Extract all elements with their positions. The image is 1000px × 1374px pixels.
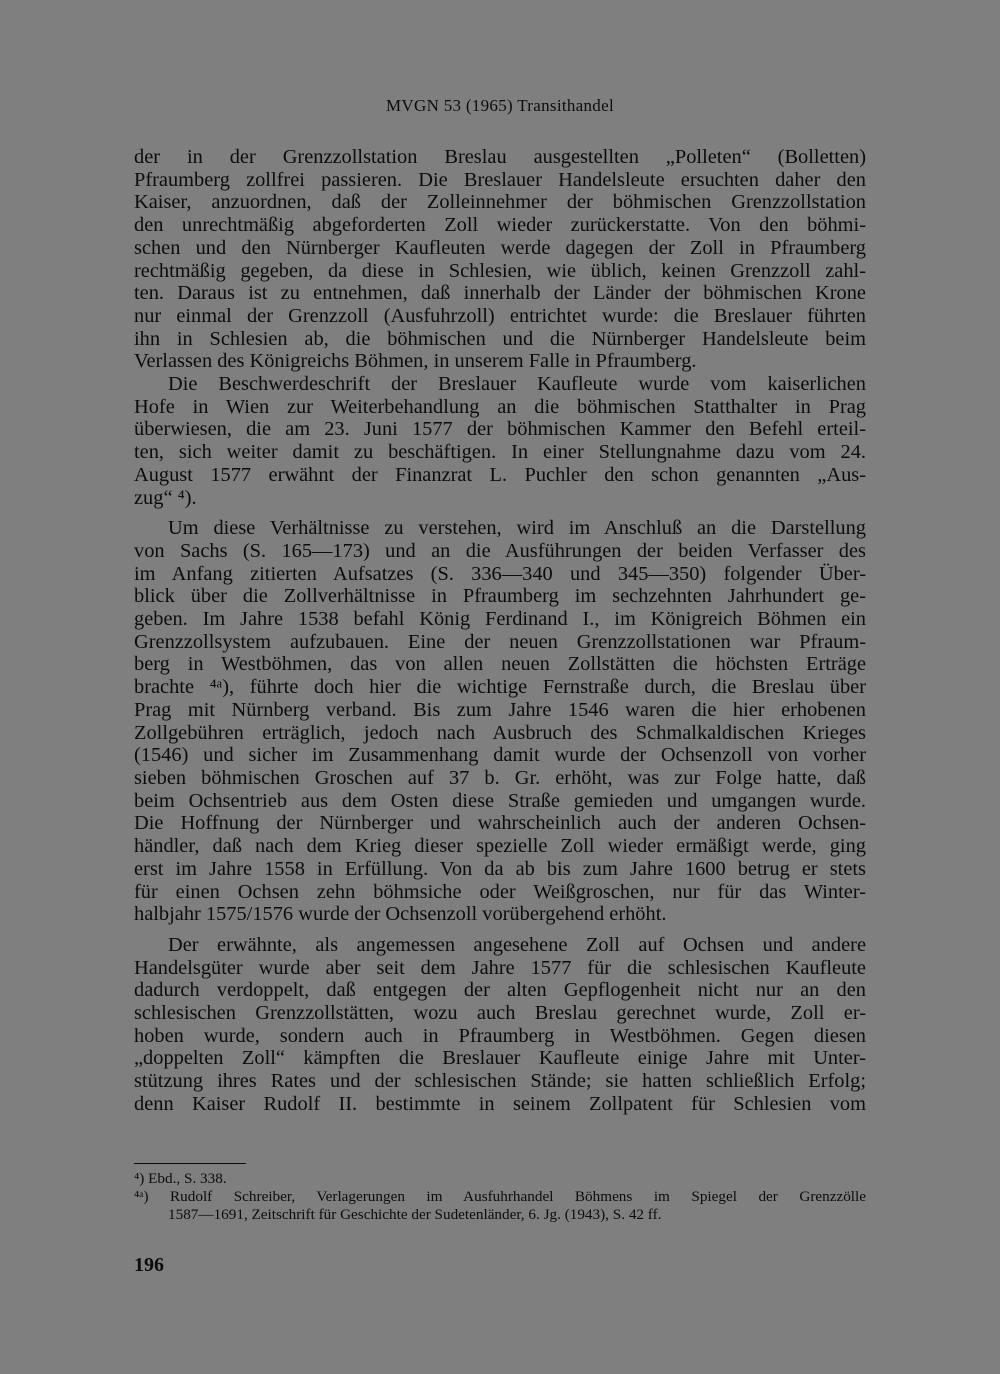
text-line: Handelsgüter wurde aber seit dem Jahre 1577 für die schlesischen Kaufleute (134, 956, 866, 979)
paragraph (134, 373, 866, 509)
text-line: ihn in Schlesien ab, die böhmischen und die Nürnberger Handelsleute beim (134, 327, 866, 350)
text-line: Verlassen des Königreichs Böhmen, in unserem Falle in Pfraumberg. (134, 350, 697, 373)
footnote-line: 1587—1691, Zeitschrift für Geschichte der Sudetenländer, 6. Jg. (1943), S. 42 ff. (168, 1206, 662, 1223)
text-line: den unrechtmäßig abgeforderten Zoll wieder zurückerstatte. Von den böhmi- (134, 214, 866, 237)
text-line: nur einmal der Grenzzoll (Ausfuhrzoll) entrichtet wurde: die Breslauer führten (134, 304, 866, 327)
text-line: (1546) und sicher im Zusammenhang damit wurde der Ochsenzoll von vorher (134, 744, 866, 767)
text-line: Prag mit Nürnberg verband. Bis zum Jahre 1546 waren die hier erhobenen (134, 698, 866, 721)
text-line: „doppelten Zoll“ kämpften die Breslauer Kaufleute einige Jahre mit Unter- (134, 1047, 866, 1070)
text-line: zug“ ⁴). (134, 486, 197, 509)
text-line: denn Kaiser Rudolf II. bestimmte in seinem Zollpatent für Schlesien vom (134, 1092, 866, 1115)
text-line: schen und den Nürnberger Kaufleuten werde dagegen der Zoll in Pfraumberg (134, 236, 866, 259)
text-line: Hofe in Wien zur Weiterbehandlung an die böhmischen Statthalter in Prag (134, 395, 866, 418)
footnote-line: ⁴ᵃ) Rudolf Schreiber, Verlagerungen im Ausfuhrhandel Böhmens im Spiegel der Grenzzölle (134, 1188, 866, 1205)
text-line: blick über die Zollverhältnisse in Pfraumberg im sechzehnten Jahrhundert ge- (134, 585, 866, 608)
text-line: Zollgebühren erträglich, jedoch nach Ausbruch des Schmalkaldischen Krieges (134, 721, 866, 744)
text-line: Der erwähnte, als angemessen angesehene Zoll auf Ochsen und andere (168, 933, 866, 956)
footnotes (134, 1170, 866, 1224)
text-line: stützung ihres Rates und der schlesischen Stände; sie hatten schließlich Erfolg; (134, 1070, 866, 1093)
text-line: geben. Im Jahre 1538 befahl König Ferdinand I., im Königreich Böhmen ein (134, 608, 866, 631)
text-line: Pfraumberg zollfrei passieren. Die Breslauer Handelsleute ersuchten daher den (134, 168, 866, 191)
text-line: Um diese Verhältnisse zu verstehen, wird im Anschluß an die Darstellung (168, 517, 866, 540)
text-line: sieben böhmischen Groschen auf 37 b. Gr. erhöht, was zur Folge hatte, daß (134, 766, 866, 789)
text-line: halbjahr 1575/1576 wurde der Ochsenzoll vorübergehend erhöht. (134, 903, 667, 926)
text-line: ten, sich weiter damit zu beschäftigen. In einer Stellungnahme dazu vom 24. (134, 441, 866, 464)
text-line: erst im Jahre 1558 in Erfüllung. Von da ab bis zum Jahre 1600 betrug er stets (134, 857, 866, 880)
footnote-divider (134, 1163, 246, 1164)
text-line: für einen Ochsen zehn böhmsiche oder Weißgroschen, nur für das Winter- (134, 880, 866, 903)
text-line: der in der Grenzzollstation Breslau ausgestellten „Polleten“ (Bolletten) (134, 146, 866, 168)
paragraph (134, 146, 866, 373)
footnote-line: ⁴) Ebd., S. 338. (134, 1170, 227, 1187)
text-line: berg in Westböhmen, das von allen neuen Zollstätten die höchsten Erträge (134, 653, 866, 676)
text-line: Die Hoffnung der Nürnberger und wahrscheinlich auch der anderen Ochsen- (134, 812, 866, 835)
paragraph (134, 517, 866, 926)
text-line: rechtmäßig gegeben, da diese in Schlesien, wie üblich, keinen Grenzzoll zahl- (134, 259, 866, 282)
text-line: im Anfang zitierten Aufsatzes (S. 336—340 und 345—350) folgender Über- (134, 562, 866, 585)
text-line: ten. Daraus ist zu entnehmen, daß innerhalb der Länder der böhmischen Krone (134, 282, 866, 305)
text-line: hoben wurde, sondern auch in Pfraumberg in Westböhmen. Gegen diesen (134, 1024, 866, 1047)
text-line: Die Beschwerdeschrift der Breslauer Kaufleute wurde vom kaiserlichen (168, 373, 866, 396)
text-line: von Sachs (S. 165—173) und an die Ausführungen der beiden Verfasser des (134, 539, 866, 562)
paragraph (134, 934, 866, 1116)
text-line: August 1577 erwähnt der Finanzrat L. Puchler den schon genannten „Aus- (134, 463, 866, 486)
body-text (134, 146, 866, 1116)
footnote (134, 1188, 866, 1224)
paragraph-gap (134, 926, 866, 934)
paragraph-gap (134, 509, 866, 517)
footnote (134, 1170, 866, 1188)
text-line: händler, daß nach dem Krieg dieser spezielle Zoll wieder ermäßigt werde, ging (134, 835, 866, 858)
text-line: Grenzzollsystem aufzubauen. Eine der neuen Grenzzollstationen war Pfraum- (134, 630, 866, 653)
text-line: brachte ⁴ᵃ), führte doch hier die wichtige Fernstraße durch, die Breslau über (134, 676, 866, 699)
page-number: 196 (134, 1254, 164, 1276)
text-line: dadurch verdoppelt, daß entgegen der alten Gepflogenheit nicht nur an den (134, 979, 866, 1002)
text-line: überwiesen, die am 23. Juni 1577 der böhmischen Kammer den Befehl erteil- (134, 418, 866, 441)
text-line: Kaiser, anzuordnen, daß der Zolleinnehmer der böhmischen Grenzzollstation (134, 191, 866, 214)
running-head: MVGN 53 (1965) Transithandel (386, 96, 614, 115)
text-line: schlesischen Grenzzollstätten, wozu auch Breslau gerechnet wurde, Zoll er- (134, 1002, 866, 1025)
text-line: beim Ochsentrieb aus dem Osten diese Straße gemieden und umgangen wurde. (134, 789, 866, 812)
